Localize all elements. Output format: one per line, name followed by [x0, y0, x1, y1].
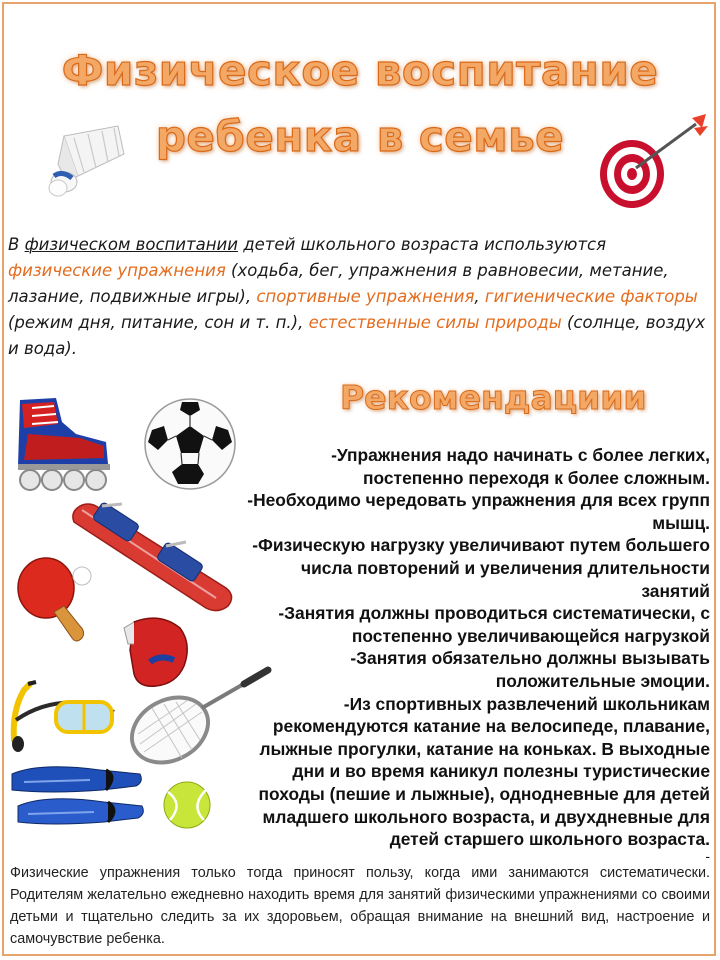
intro-text: В — [8, 235, 25, 254]
page-title-line2: ребенка в семье — [155, 112, 565, 161]
rollerblade-icon — [10, 394, 114, 494]
footer-paragraph: Физические упражнения только тогда приносят пользу, когда ими занимаются систематически. Родителям желательно ежедневно находить время для занятий физическими упражнениями со своими детьми и тщательно следить за их здоровьем, обращая внимание на внешний вид, настроение и самочувствие ребенка. — [10, 865, 710, 947]
recommendation-item: -Необходимо чередовать упражнения для всех групп мышц. — [247, 490, 710, 533]
ping-pong-paddle-icon — [12, 552, 96, 646]
intro-term-sport-exercises: спортивные упражнения — [256, 287, 475, 306]
recommendation-item: -Физическую нагрузку увеличивают путем большего числа повторений и увеличения длительности занятий — [252, 535, 710, 601]
swim-fins-icon — [10, 760, 146, 836]
intro-paragraph — [8, 232, 708, 362]
intro-text: детей школьного возраста используются — [238, 235, 607, 254]
snorkel-mask-icon — [10, 680, 120, 754]
recommendation-item: -Упражнения надо начинать с более легких, постепенно переходя к более сложным. — [331, 445, 710, 488]
intro-text: , — [474, 287, 485, 306]
soccer-ball-icon — [142, 396, 238, 492]
intro-term-nature: естественные силы природы — [308, 313, 562, 332]
recommendation-item: -Занятия должны проводиться систематически, с постепенно увеличивающейся нагрузкой — [278, 603, 710, 646]
intro-term-hygiene: гигиенические факторы — [484, 287, 698, 306]
recommendation-item: -Занятия обязательно должны вызывать положительные эмоции. — [350, 648, 710, 691]
intro-term-phys-exercises: физические упражнения — [8, 261, 226, 280]
shuttlecock-icon — [44, 124, 128, 200]
recommendations-list — [240, 444, 710, 851]
intro-text: (ходьба, бег, упражнения в равновесии, метание, лазание, подвижные игры), — [8, 261, 669, 306]
intro-text: (режим дня, питание, сон и т. п.), — [8, 313, 309, 332]
recommendations-title: Рекомендациии — [340, 378, 647, 417]
page-title-line1: Физическое воспитание — [61, 46, 659, 95]
intro-text: (солнце, воздух и вода). — [8, 313, 706, 358]
target-icon — [596, 112, 712, 212]
tennis-ball-icon — [162, 780, 212, 830]
trailing-dash: - — [705, 848, 710, 864]
recommendation-item: -Из спортивных развлечений школьникам рекомендуются катание на велосипеде, плавание, лыжные прогулки, катание на коньках. В выходные дни и во время каникул полезны туристические походы (пешие и лыжные), однодневные для детей младшего школьного возраста, и двухдневные для детей старшего школьного возраста. — [258, 693, 710, 850]
intro-term-phys-education: физическом воспитании — [24, 235, 238, 254]
